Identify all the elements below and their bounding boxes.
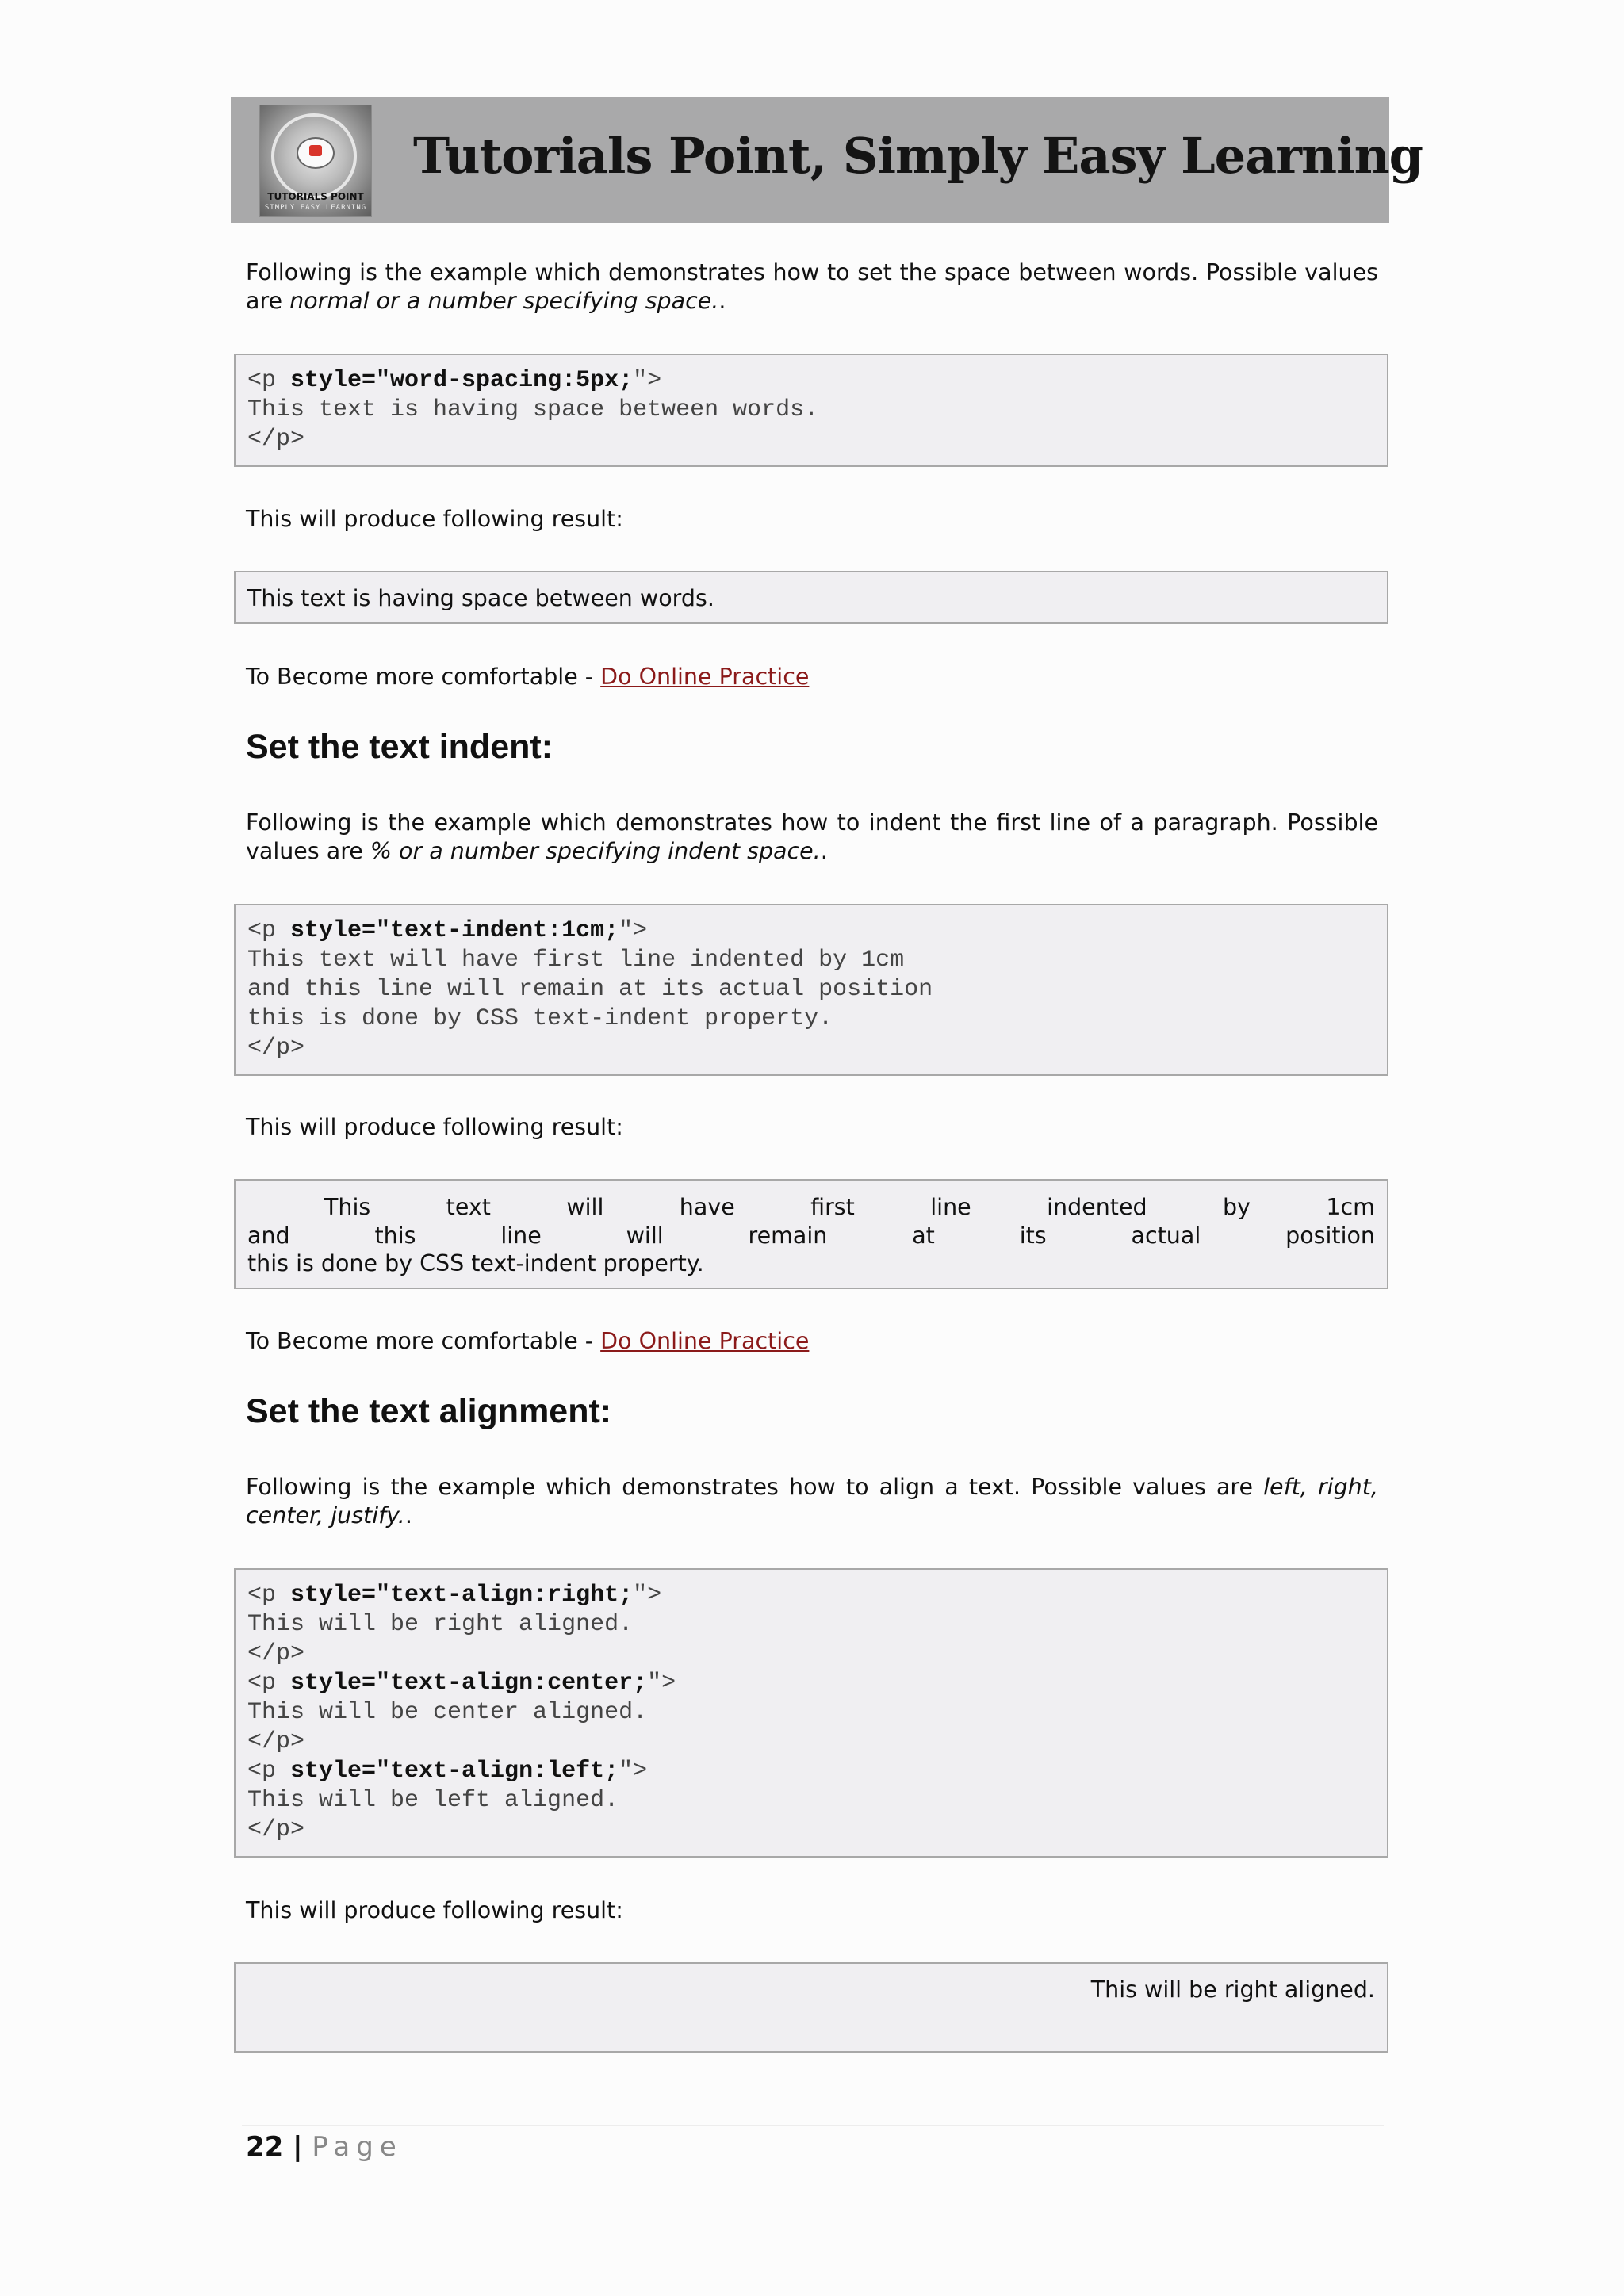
word: its (1019, 1222, 1047, 1249)
do-online-practice-link[interactable]: Do Online Practice (600, 664, 810, 690)
word: will (626, 1222, 664, 1249)
logo-name: TUTORIALS POINT (267, 191, 364, 202)
page-number: 22 (246, 2131, 284, 2163)
code-block (247, 366, 818, 454)
code-block (247, 916, 933, 1063)
code-block (247, 1581, 676, 1845)
intro-end: . (718, 287, 726, 314)
code-tag: <p (247, 1670, 291, 1697)
code-line: This will be right aligned. (247, 1611, 634, 1638)
tutorials-point-logo (259, 105, 372, 217)
word: have (679, 1194, 735, 1220)
produce-label: This will produce following result: (246, 1897, 623, 1923)
intro-end: . (820, 837, 828, 864)
result-text: This will be right aligned. (1090, 1976, 1375, 2003)
code-line: This text will have first line indented by 1cm (247, 947, 905, 974)
header-title: Tutorials Point, Simply Easy Learning (413, 127, 1423, 185)
result-text: This text is having space between words. (247, 585, 714, 611)
intro-text: Following is the example which demonstrates how to set the space between words. Possible values are (246, 259, 1378, 314)
practice-line (246, 663, 1378, 691)
code-attribute: style="text-align:center; (290, 1670, 648, 1697)
result-line-1 (247, 1193, 1375, 1222)
practice-text: To Become more comfortable - (246, 664, 601, 690)
do-online-practice-link[interactable]: Do Online Practice (600, 1328, 810, 1354)
code-line: </p> (247, 1035, 305, 1062)
page-label: Page (312, 2131, 403, 2163)
code-line: </p> (247, 1728, 305, 1755)
result-line-2 (247, 1222, 1375, 1250)
word: line (930, 1194, 971, 1220)
result-box-text-indent (234, 1179, 1388, 1289)
result-text (247, 1193, 1375, 1278)
page-footer (246, 2131, 403, 2163)
practice-line (246, 1327, 1378, 1356)
code-tag: "> (633, 1582, 662, 1609)
result-box-text-align (234, 1962, 1388, 2053)
word: remain (748, 1222, 828, 1249)
word: This (324, 1194, 371, 1220)
logo-emblem-icon (297, 137, 335, 169)
word: will (566, 1194, 604, 1220)
code-attribute: style="text-indent:1cm; (290, 917, 619, 944)
logo-tagline: SIMPLY EASY LEARNING (264, 204, 367, 212)
intro-values: normal or a number specifying space. (289, 287, 719, 314)
practice-text: To Become more comfortable - (246, 1328, 601, 1354)
word: indented (1047, 1194, 1147, 1220)
code-tag: "> (619, 917, 648, 944)
code-tag: "> (633, 367, 662, 394)
result-box-word-spacing (234, 571, 1388, 624)
code-tag: "> (647, 1670, 676, 1697)
text-align-intro (246, 1473, 1378, 1529)
intro-values: left, right, center, justify. (246, 1474, 1378, 1529)
code-attribute: style="text-align:left; (290, 1758, 619, 1785)
code-tag: <p (247, 1582, 291, 1609)
word: this (374, 1222, 416, 1249)
code-line: This text is having space between words. (247, 396, 819, 423)
code-attribute: style="text-align:right; (290, 1582, 634, 1609)
intro-values: % or a number specifying indent space. (370, 837, 821, 864)
word: at (912, 1222, 935, 1249)
code-tag: <p (247, 367, 291, 394)
word: by (1222, 1194, 1251, 1220)
word: 1cm (1326, 1194, 1375, 1220)
word: line (500, 1222, 542, 1249)
code-line: </p> (247, 1816, 305, 1843)
code-line: and this line will remain at its actual position (247, 976, 933, 1003)
code-attribute: style="word-spacing:5px; (290, 367, 634, 394)
produce-label: This will produce following result: (246, 1114, 623, 1140)
code-tag: <p (247, 1758, 291, 1785)
code-line: </p> (247, 426, 305, 453)
word: and (247, 1222, 290, 1249)
code-line: This will be left aligned. (247, 1787, 619, 1814)
text-indent-intro (246, 809, 1378, 865)
code-line: This will be center aligned. (247, 1699, 648, 1726)
intro-text: Following is the example which demonstrates how to align a text. Possible values are (246, 1474, 1264, 1500)
heading-text-alignment: Set the text alignment: (246, 1392, 612, 1430)
word: text (446, 1194, 491, 1220)
intro-end: . (404, 1502, 412, 1529)
produce-label: This will produce following result: (246, 506, 623, 532)
footer-separator: | (283, 2131, 312, 2163)
code-box-word-spacing (234, 354, 1388, 467)
code-line: </p> (247, 1640, 305, 1667)
code-box-text-indent (234, 904, 1388, 1076)
page-header (231, 97, 1423, 223)
code-line: this is done by CSS text-indent property. (247, 1005, 833, 1032)
heading-text-indent: Set the text indent: (246, 728, 553, 766)
code-tag: "> (619, 1758, 648, 1785)
intro-text: Following is the example which demonstrates how to indent the first line of a paragraph. Possible values are (246, 809, 1378, 864)
word-spacing-intro (246, 258, 1378, 315)
footer-divider (242, 2125, 1384, 2126)
code-box-text-align (234, 1568, 1388, 1858)
result-line-3: this is done by CSS text-indent property. (247, 1250, 704, 1276)
word: first (810, 1194, 855, 1220)
code-tag: <p (247, 917, 291, 944)
word: position (1285, 1222, 1375, 1249)
word: actual (1131, 1222, 1201, 1249)
